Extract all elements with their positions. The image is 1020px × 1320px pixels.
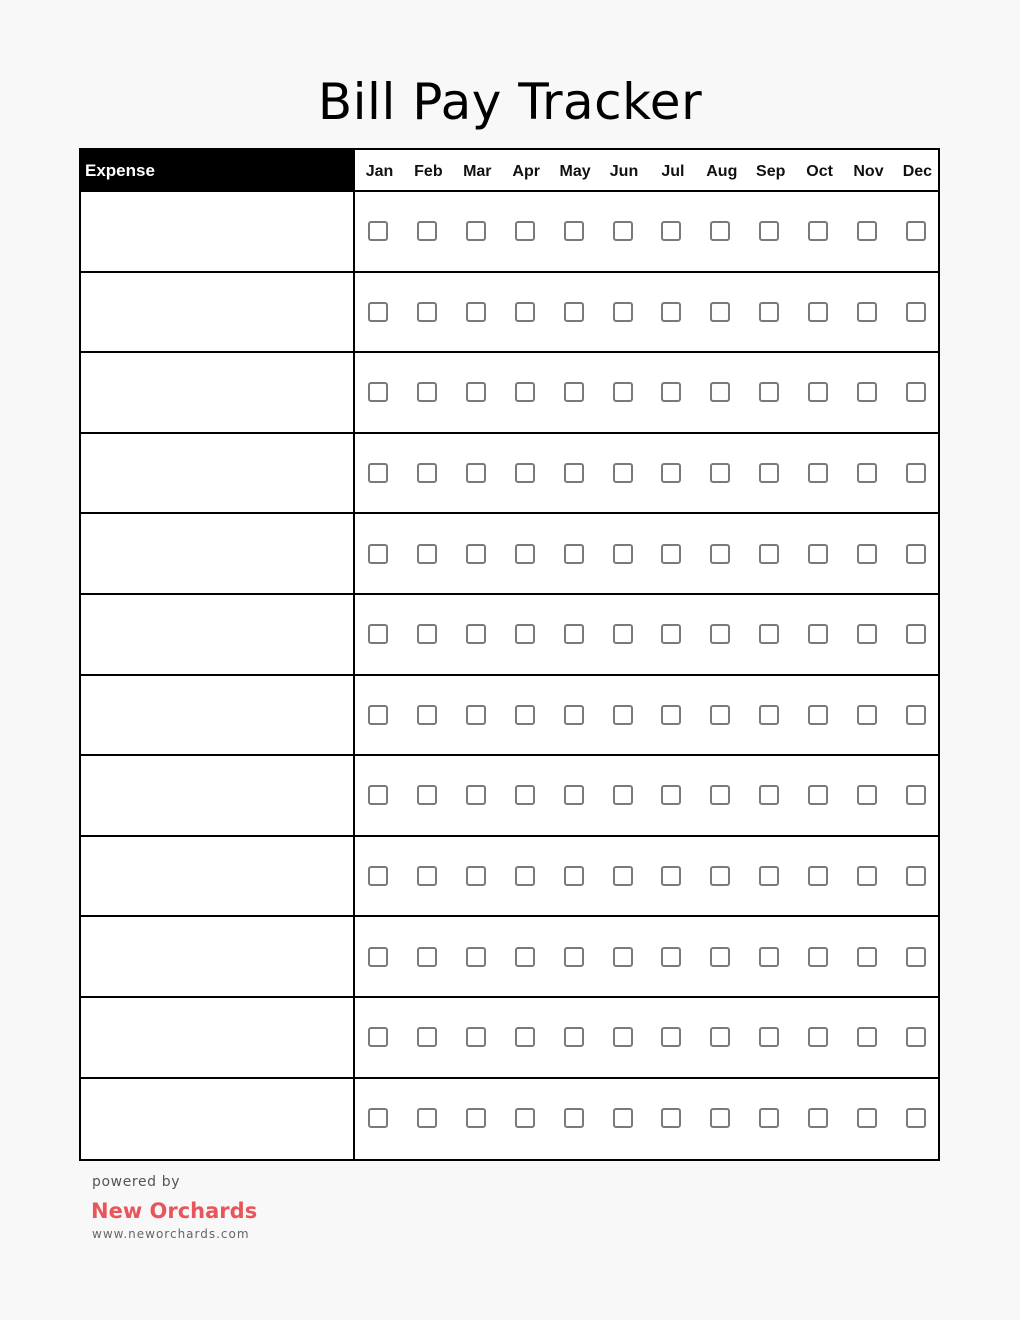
checkbox-dec[interactable]: [906, 705, 926, 725]
checkbox-aug[interactable]: [710, 302, 730, 322]
checkbox-jul[interactable]: [661, 544, 681, 564]
checkbox-jan[interactable]: [368, 382, 388, 402]
expense-input-cell[interactable]: [81, 514, 353, 593]
checkbox-apr[interactable]: [515, 221, 535, 241]
footer: [92, 1172, 257, 1242]
checkbox-dec[interactable]: [906, 221, 926, 241]
expense-input-cell[interactable]: [81, 353, 353, 432]
checkbox-mar[interactable]: [466, 1027, 486, 1047]
checkbox-apr[interactable]: [515, 866, 535, 886]
checkbox-jun[interactable]: [613, 221, 633, 241]
checkbox-jan[interactable]: [368, 1027, 388, 1047]
table-row: [81, 595, 938, 676]
checkbox-feb[interactable]: [417, 1108, 437, 1128]
checkbox-may[interactable]: [564, 1108, 584, 1128]
table-row: [81, 192, 938, 273]
checkbox-feb[interactable]: [417, 463, 437, 483]
checkbox-jan[interactable]: [368, 1108, 388, 1128]
checkbox-feb[interactable]: [417, 302, 437, 322]
page-title: Bill Pay Tracker: [317, 73, 703, 131]
checkbox-mar[interactable]: [466, 947, 486, 967]
checkbox-jan[interactable]: [368, 785, 388, 805]
checkbox-nov[interactable]: [857, 382, 877, 402]
checkbox-oct[interactable]: [808, 705, 828, 725]
checkbox-sep[interactable]: [759, 785, 779, 805]
checkbox-may[interactable]: [564, 302, 584, 322]
checkbox-jul[interactable]: [661, 947, 681, 967]
checkbox-feb[interactable]: [417, 382, 437, 402]
checkbox-aug[interactable]: [710, 221, 730, 241]
expense-input-cell[interactable]: [81, 273, 353, 352]
checkbox-aug[interactable]: [710, 382, 730, 402]
table-row: [81, 273, 938, 354]
checkbox-jan[interactable]: [368, 705, 388, 725]
checkbox-jan[interactable]: [368, 302, 388, 322]
checkbox-mar[interactable]: [466, 624, 486, 644]
checkbox-aug[interactable]: [710, 624, 730, 644]
checkbox-jul[interactable]: [661, 1027, 681, 1047]
checkbox-dec[interactable]: [906, 1027, 926, 1047]
checkbox-nov[interactable]: [857, 705, 877, 725]
checkbox-dec[interactable]: [906, 382, 926, 402]
expense-input-cell[interactable]: [81, 676, 353, 755]
month-header-aug: Aug: [706, 163, 738, 180]
checkbox-jun[interactable]: [613, 947, 633, 967]
checkbox-oct[interactable]: [808, 302, 828, 322]
checkbox-jun[interactable]: [613, 705, 633, 725]
checkbox-aug[interactable]: [710, 785, 730, 805]
checkbox-aug[interactable]: [710, 1027, 730, 1047]
checkbox-may[interactable]: [564, 624, 584, 644]
checkbox-dec[interactable]: [906, 302, 926, 322]
checkbox-may[interactable]: [564, 947, 584, 967]
checkbox-sep[interactable]: [759, 221, 779, 241]
checkbox-apr[interactable]: [515, 785, 535, 805]
checkbox-jul[interactable]: [661, 624, 681, 644]
expense-input-cell[interactable]: [81, 998, 353, 1077]
powered-by-text: powered by: [92, 1174, 181, 1190]
checkbox-may[interactable]: [564, 785, 584, 805]
checkbox-apr[interactable]: [515, 544, 535, 564]
checkbox-jun[interactable]: [613, 624, 633, 644]
checkbox-jul[interactable]: [661, 705, 681, 725]
checkbox-mar[interactable]: [466, 705, 486, 725]
checkbox-nov[interactable]: [857, 624, 877, 644]
expense-column-header: Expense: [81, 150, 353, 190]
checkbox-dec[interactable]: [906, 463, 926, 483]
month-header-sep: Sep: [756, 163, 786, 180]
table-row: [81, 1079, 938, 1160]
month-header-jan: Jan: [365, 163, 394, 180]
checkbox-sep[interactable]: [759, 382, 779, 402]
checkbox-feb[interactable]: [417, 947, 437, 967]
checkbox-nov[interactable]: [857, 866, 877, 886]
checkbox-jul[interactable]: [661, 785, 681, 805]
checkbox-dec[interactable]: [906, 1108, 926, 1128]
checkbox-dec[interactable]: [906, 866, 926, 886]
checkbox-jun[interactable]: [613, 1108, 633, 1128]
checkbox-dec[interactable]: [906, 947, 926, 967]
column-divider: [353, 150, 355, 1159]
checkbox-oct[interactable]: [808, 866, 828, 886]
checkbox-dec[interactable]: [906, 785, 926, 805]
checkbox-mar[interactable]: [466, 785, 486, 805]
checkbox-jan[interactable]: [368, 947, 388, 967]
checkbox-mar[interactable]: [466, 382, 486, 402]
checkbox-apr[interactable]: [515, 624, 535, 644]
checkbox-may[interactable]: [564, 382, 584, 402]
checkbox-oct[interactable]: [808, 1027, 828, 1047]
table-row: [81, 514, 938, 595]
checkbox-feb[interactable]: [417, 544, 437, 564]
month-header-dec: Dec: [902, 163, 933, 180]
checkbox-jul[interactable]: [661, 866, 681, 886]
checkbox-jul[interactable]: [661, 1108, 681, 1128]
checkbox-oct[interactable]: [808, 463, 828, 483]
checkbox-sep[interactable]: [759, 463, 779, 483]
checkbox-may[interactable]: [564, 1027, 584, 1047]
checkbox-nov[interactable]: [857, 785, 877, 805]
month-header-jun: Jun: [609, 163, 639, 180]
checkbox-oct[interactable]: [808, 221, 828, 241]
checkbox-nov[interactable]: [857, 302, 877, 322]
checkbox-mar[interactable]: [466, 866, 486, 886]
table-row: [81, 837, 938, 918]
checkbox-oct[interactable]: [808, 544, 828, 564]
checkbox-nov[interactable]: [857, 544, 877, 564]
table-row: [81, 756, 938, 837]
expense-input-cell[interactable]: [81, 756, 353, 835]
checkbox-sep[interactable]: [759, 1027, 779, 1047]
checkbox-may[interactable]: [564, 463, 584, 483]
checkbox-jan[interactable]: [368, 624, 388, 644]
checkbox-mar[interactable]: [466, 1108, 486, 1128]
checkbox-oct[interactable]: [808, 1108, 828, 1128]
expense-input-cell[interactable]: [81, 917, 353, 996]
bill-pay-table: [79, 148, 940, 1161]
checkbox-jul[interactable]: [661, 221, 681, 241]
checkbox-mar[interactable]: [466, 463, 486, 483]
expense-input-cell[interactable]: [81, 434, 353, 513]
checkbox-aug[interactable]: [710, 544, 730, 564]
expense-input-cell[interactable]: [81, 192, 353, 271]
table-row: [81, 434, 938, 515]
checkbox-may[interactable]: [564, 866, 584, 886]
checkbox-jun[interactable]: [613, 1027, 633, 1047]
table-header-row: [81, 150, 938, 192]
table-row: [81, 353, 938, 434]
checkbox-sep[interactable]: [759, 624, 779, 644]
checkbox-jul[interactable]: [661, 463, 681, 483]
expense-input-cell[interactable]: [81, 1079, 353, 1158]
checkbox-feb[interactable]: [417, 624, 437, 644]
month-header-apr: Apr: [512, 163, 540, 180]
checkbox-jan[interactable]: [368, 544, 388, 564]
table-row: [81, 917, 938, 998]
checkbox-feb[interactable]: [417, 221, 437, 241]
checkbox-aug[interactable]: [710, 705, 730, 725]
month-header-may: May: [559, 163, 591, 180]
brand-logo: New Orchards: [91, 1199, 258, 1223]
expense-input-cell[interactable]: [81, 595, 353, 674]
checkbox-jul[interactable]: [661, 382, 681, 402]
checkbox-jun[interactable]: [613, 463, 633, 483]
checkbox-nov[interactable]: [857, 1027, 877, 1047]
checkbox-apr[interactable]: [515, 302, 535, 322]
checkbox-sep[interactable]: [759, 544, 779, 564]
checkbox-jan[interactable]: [368, 221, 388, 241]
checkbox-may[interactable]: [564, 221, 584, 241]
checkbox-aug[interactable]: [710, 1108, 730, 1128]
checkbox-sep[interactable]: [759, 705, 779, 725]
checkbox-may[interactable]: [564, 705, 584, 725]
table-row: [81, 998, 938, 1079]
checkbox-nov[interactable]: [857, 1108, 877, 1128]
checkbox-nov[interactable]: [857, 947, 877, 967]
checkbox-mar[interactable]: [466, 221, 486, 241]
checkbox-jun[interactable]: [613, 866, 633, 886]
checkbox-nov[interactable]: [857, 463, 877, 483]
checkbox-feb[interactable]: [417, 1027, 437, 1047]
checkbox-mar[interactable]: [466, 544, 486, 564]
checkbox-jan[interactable]: [368, 463, 388, 483]
checkbox-jul[interactable]: [661, 302, 681, 322]
checkbox-apr[interactable]: [515, 463, 535, 483]
checkbox-dec[interactable]: [906, 624, 926, 644]
checkbox-sep[interactable]: [759, 1108, 779, 1128]
checkbox-apr[interactable]: [515, 1027, 535, 1047]
checkbox-sep[interactable]: [759, 302, 779, 322]
checkbox-jun[interactable]: [613, 382, 633, 402]
checkbox-jun[interactable]: [613, 544, 633, 564]
checkbox-sep[interactable]: [759, 866, 779, 886]
checkbox-oct[interactable]: [808, 947, 828, 967]
checkbox-may[interactable]: [564, 544, 584, 564]
checkbox-oct[interactable]: [808, 382, 828, 402]
checkbox-aug[interactable]: [710, 866, 730, 886]
checkbox-jun[interactable]: [613, 302, 633, 322]
checkbox-oct[interactable]: [808, 785, 828, 805]
checkbox-aug[interactable]: [710, 463, 730, 483]
checkbox-aug[interactable]: [710, 947, 730, 967]
checkbox-feb[interactable]: [417, 866, 437, 886]
checkbox-apr[interactable]: [515, 1108, 535, 1128]
checkbox-feb[interactable]: [417, 785, 437, 805]
checkbox-mar[interactable]: [466, 302, 486, 322]
month-header-nov: Nov: [853, 163, 884, 180]
table-row: [81, 676, 938, 757]
checkbox-apr[interactable]: [515, 705, 535, 725]
month-header-mar: Mar: [463, 163, 492, 180]
checkbox-apr[interactable]: [515, 947, 535, 967]
checkbox-oct[interactable]: [808, 624, 828, 644]
month-header-feb: Feb: [414, 163, 443, 180]
expense-input-cell[interactable]: [81, 837, 353, 916]
checkbox-feb[interactable]: [417, 705, 437, 725]
checkbox-apr[interactable]: [515, 382, 535, 402]
month-header-oct: Oct: [806, 163, 833, 180]
checkbox-sep[interactable]: [759, 947, 779, 967]
month-header-jul: Jul: [661, 163, 685, 180]
checkbox-dec[interactable]: [906, 544, 926, 564]
checkbox-nov[interactable]: [857, 221, 877, 241]
website-text: www.neworchards.com: [92, 1227, 250, 1241]
checkbox-jan[interactable]: [368, 866, 388, 886]
checkbox-jun[interactable]: [613, 785, 633, 805]
